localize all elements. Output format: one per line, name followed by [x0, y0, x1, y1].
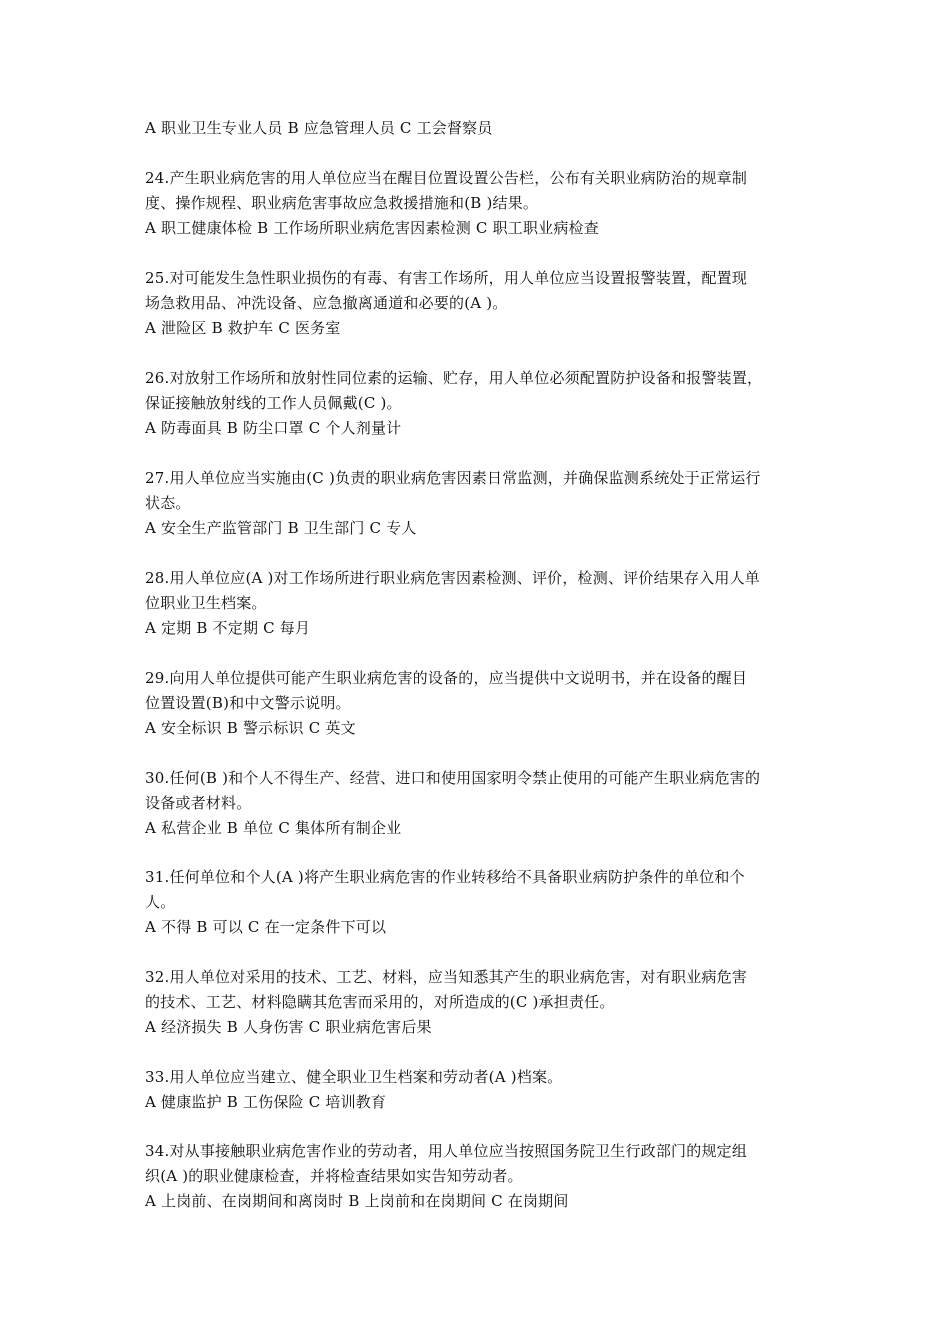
question-text-line: 位职业卫生档案。 — [145, 594, 267, 612]
question-text-line: 27.用人单位应当实施由(C )负责的职业病危害因素日常监测，并确保监测系统处于正常运行 — [145, 469, 761, 487]
question-text-line: 25.对可能发生急性职业损伤的有毒、有害工作场所，用人单位应当设置报警装置，配置现 — [145, 269, 748, 287]
question-text-line: 24.产生职业病危害的用人单位应当在醒目位置设置公告栏，公布有关职业病防治的规章制 — [145, 169, 748, 187]
question-text-line: 位置设置(B)和中文警示说明。 — [145, 694, 351, 712]
question-text-line: 织(A )的职业健康检查，并将检查结果如实告知劳动者。 — [145, 1167, 523, 1185]
question-text-line: 保证接触放射线的工作人员佩戴(C )。 — [145, 394, 402, 412]
question-options: A 防毒面具 B 防尘口罩 C 个人剂量计 — [145, 419, 402, 437]
question-options: A 不得 B 可以 C 在一定条件下可以 — [145, 918, 387, 936]
question-text-line: 30.任何(B )和个人不得生产、经营、进口和使用国家明令禁止使用的可能产生职业病危害的 — [145, 769, 761, 787]
question-text-line: 33.用人单位应当建立、健全职业卫生档案和劳动者(A )档案。 — [145, 1068, 563, 1086]
question-options: A 泄险区 B 救护车 C 医务室 — [145, 319, 341, 337]
question-text-line: 的技术、工艺、材料隐瞒其危害而采用的，对所造成的(C )承担责任。 — [145, 993, 615, 1011]
question-options: A 上岗前、在岗期间和离岗时 B 上岗前和在岗期间 C 在岗期间 — [145, 1192, 569, 1210]
question-options: A 职工健康体检 B 工作场所职业病危害因素检测 C 职工职业病检查 — [145, 219, 599, 237]
question-text-line: 场急救用品、冲洗设备、应急撤离通道和必要的(A )。 — [145, 294, 508, 312]
question-options: A 安全标识 B 警示标识 C 英文 — [145, 719, 356, 737]
question-text-line: 状态。 — [145, 494, 191, 512]
question-text-line: 29.向用人单位提供可能产生职业病危害的设备的，应当提供中文说明书，并在设备的醒目 — [145, 669, 748, 687]
question-text-line: 人。 — [145, 893, 176, 911]
question-text-line: 26.对放射工作场所和放射性同位素的运输、贮存，用人单位必须配置防护设备和报警装置， — [145, 369, 763, 387]
question-options: A 安全生产监管部门 B 卫生部门 C 专人 — [145, 519, 417, 537]
question-text-line: 设备或者材料。 — [145, 794, 252, 812]
intro-options: A 职业卫生专业人员 B 应急管理人员 C 工会督察员 — [145, 119, 493, 137]
question-options: A 定期 B 不定期 C 每月 — [145, 619, 311, 637]
question-text-line: 度、操作规程、职业病危害事故应急救援措施和(B )结果。 — [145, 194, 539, 212]
question-text-line: 31.任何单位和个人(A )将产生职业病危害的作业转移给不具备职业病防护条件的单位和个 — [145, 868, 745, 886]
question-options: A 经济损失 B 人身伤害 C 职业病危害后果 — [145, 1018, 432, 1036]
question-options: A 私营企业 B 单位 C 集体所有制企业 — [145, 819, 402, 837]
question-text-line: 32.用人单位对采用的技术、工艺、材料，应当知悉其产生的职业病危害，对有职业病危害 — [145, 968, 748, 986]
question-text-line: 28.用人单位应(A )对工作场所进行职业病危害因素检测、评价，检测、评价结果存入用人单 — [145, 569, 760, 587]
question-options: A 健康监护 B 工伤保险 C 培训教育 — [145, 1093, 387, 1111]
question-text-line: 34.对从事接触职业病危害作业的劳动者，用人单位应当按照国务院卫生行政部门的规定组 — [145, 1142, 748, 1160]
